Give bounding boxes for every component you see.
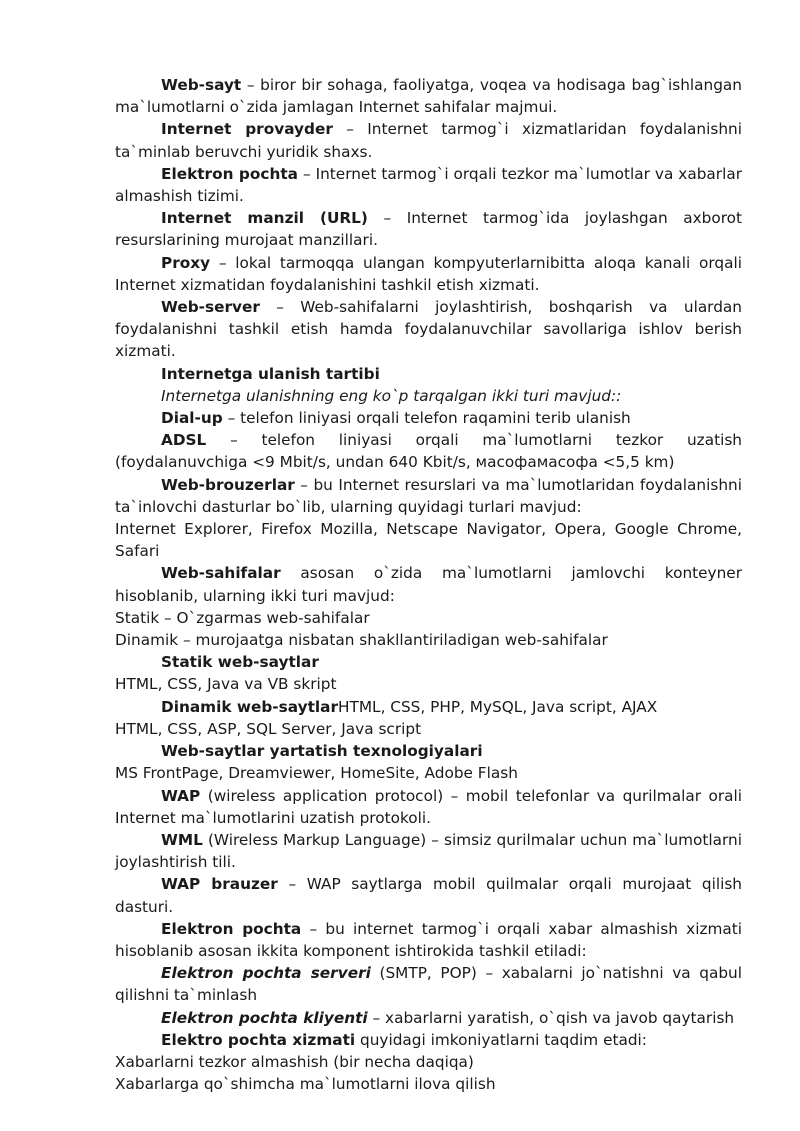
plain-line xyxy=(115,1051,742,1073)
term: Dial-up xyxy=(161,409,223,428)
definition-text: – xabarlarni yaratish, o`qish va javob qaytarish xyxy=(367,1008,735,1027)
definition-text: – lokal tarmoqqa ulangan kompyuterlarnibitta aloqa kanali orqali Internet xizmatidan foydalanishini tashkil etish xizmati. xyxy=(115,253,742,294)
term: Web-server xyxy=(161,298,260,317)
definition-text: – Web-sahifalarni joylashtirish, boshqarish va ulardan foydalanishni tashkil etish hamda foydalanuvchilar savollariga ishlov berish xizmati. xyxy=(115,298,742,361)
definition-text: quyidagi imkoniyatlarni taqdim etadi: xyxy=(355,1030,647,1049)
definition-internet-provayder xyxy=(115,118,742,162)
definition-text: – WAP saytlarga mobil quilmalar orqali murojaat qilish dasturi. xyxy=(115,875,743,916)
term: Dinamik web-saytlar xyxy=(161,697,338,716)
definition-text: asosan o`zida ma`lumotlarni jamlovchi konteyner hisoblanib, ularning ikki turi mavjud: xyxy=(115,564,742,605)
heading-text: Internetga ulanish tartibi xyxy=(161,364,380,383)
term: Web-brouzerlar xyxy=(161,475,295,494)
definition-elektron-pochta-2 xyxy=(115,918,742,962)
section-heading xyxy=(115,740,742,762)
term: WAP xyxy=(161,786,201,805)
definition-web-server xyxy=(115,296,742,363)
plain-line xyxy=(115,762,742,784)
plain-text: Xabarlarni tezkor almashish (bir necha daqiqa) xyxy=(115,1052,474,1071)
term: Elektron pochta xyxy=(161,164,298,183)
term: Elektron pochta kliyenti xyxy=(161,1008,368,1027)
term: Elektro pochta xizmati xyxy=(161,1030,356,1049)
plain-line xyxy=(115,1073,742,1095)
definition-text: (SMTP, POP) – xabalarni jo`natishni va qabul qilishni ta`minlash xyxy=(115,964,742,1005)
plain-line xyxy=(115,629,742,651)
plain-text: Statik – O`zgarmas web-sahifalar xyxy=(115,608,370,627)
definition-dial-up xyxy=(115,407,742,429)
definition-text: – Internet tarmog`ida joylashgan axborot resurslarining murojaat manzillari. xyxy=(115,209,743,250)
plain-line xyxy=(115,673,742,695)
term: Proxy xyxy=(161,253,211,272)
plain-text: Internet Explorer, Firefox Mozilla, Netscape Navigator, Opera, Google Chrome, Safari xyxy=(115,520,742,561)
plain-line xyxy=(115,607,742,629)
definition-text: HTML, CSS, PHP, MySQL, Java script, AJAX xyxy=(338,697,658,716)
term: WAP brauzer xyxy=(161,875,278,894)
definition-text: – Internet tarmog`i xizmatlaridan foydalanishni ta`minlab beruvchi yuridik shaxs. xyxy=(115,120,742,161)
term: Elektron pochta serveri xyxy=(161,964,371,983)
plain-text: HTML, CSS, ASP, SQL Server, Java script xyxy=(115,719,422,738)
plain-text: Dinamik – murojaatga nisbatan shakllantiriladigan web-sahifalar xyxy=(115,631,608,650)
section-heading xyxy=(115,363,742,385)
term: Web-sayt xyxy=(161,76,242,94)
plain-line xyxy=(115,718,742,740)
term: Web-sahifalar xyxy=(161,564,281,583)
plain-text: MS FrontPage, Dreamviewer, HomeSite, Adobe Flash xyxy=(115,764,518,783)
plain-text: HTML, CSS, Java va VB skript xyxy=(115,675,337,694)
plain-text: Xabarlarga qo`shimcha ma`lumotlarni ilova qilish xyxy=(115,1075,496,1094)
term: ADSL xyxy=(161,431,207,450)
definition-pochta-serveri xyxy=(115,962,742,1006)
definition-web-sayt xyxy=(115,74,742,118)
heading-text: Web-saytlar yartatish texnologiyalari xyxy=(161,742,483,761)
definition-elektron-pochta xyxy=(115,163,742,207)
definition-pochta-xizmati xyxy=(115,1029,742,1051)
definition-text: (Wireless Markup Language) – simsiz qurilmalar uchun ma`lumotlarni joylashtirish tili. xyxy=(115,830,742,872)
definition-text: – Internet tarmog`i orqali tezkor ma`lumotlar va xabarlar almashish tizimi. xyxy=(115,164,743,206)
section-heading xyxy=(115,651,742,673)
definition-text: – biror bir sohaga, faoliyatga, voqea va hodisaga bag`ishlangan ma`lumotlarni o`zida jamlagan Internet sahifalar majmui. xyxy=(115,76,742,117)
definition-web-brouzerlar xyxy=(115,474,742,518)
definition-pochta-kliyenti xyxy=(115,1007,742,1029)
definition-text: – bu internet tarmog`i orqali xabar almashish xizmati hisoblanib asosan ikkita komponent ishtirokida tashkil etiladi: xyxy=(115,919,742,960)
term: Internet manzil (URL) xyxy=(161,209,368,228)
term: Elektron pochta xyxy=(161,919,302,938)
definition-text: – telefon liniyasi orqali telefon raqamini terib ulanish xyxy=(222,409,631,428)
definition-proxy xyxy=(115,252,742,296)
browser-list xyxy=(115,518,742,562)
heading-text: Statik web-saytlar xyxy=(161,653,319,672)
definition-adsl xyxy=(115,429,742,473)
italic-note xyxy=(115,385,742,407)
italic-text: Internetga ulanishning eng ko`p tarqalgan ikki turi mavjud:: xyxy=(161,386,622,405)
definition-dinamik-web-saytlar xyxy=(115,696,742,718)
definition-wap-brauzer xyxy=(115,873,742,917)
definition-internet-manzil xyxy=(115,207,742,251)
definition-web-sahifalar xyxy=(115,562,742,606)
definition-text: – bu Internet resurslari va ma`lumotlaridan foydalanishni ta`inlovchi dasturlar bo`lib, ularning quyidagi turlari mavjud: xyxy=(115,475,742,516)
term: Internet provayder xyxy=(161,120,333,139)
term: WML xyxy=(161,830,203,849)
definition-wap xyxy=(115,785,742,829)
definition-text: (wireless application protocol) – mobil telefonlar va qurilmalar orali Internet ma`lumotlarini uzatish protokoli. xyxy=(115,786,742,827)
definition-wml xyxy=(115,829,742,873)
definition-text: – telefon liniyasi orqali ma`lumotlarni tezkor uzatish (foydalanuvchiga <9 Mbit/s, undan 640 Kbit/s, масофамасофа <5,5 km) xyxy=(115,431,742,472)
